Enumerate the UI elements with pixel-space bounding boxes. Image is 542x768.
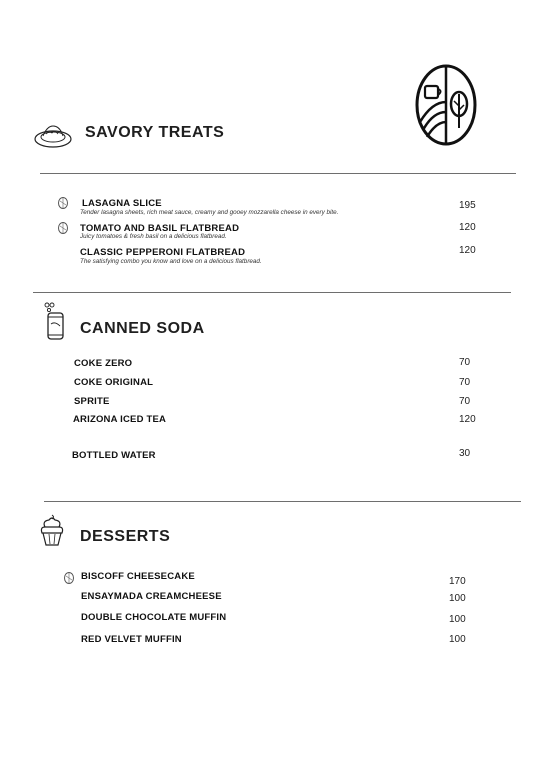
soda-can-icon	[43, 302, 67, 340]
menu-item-price: 30	[459, 448, 471, 459]
menu-item-name: LASAGNA SLICE	[82, 198, 162, 209]
menu-item-price: 100	[449, 634, 466, 645]
menu-item-price: 120	[459, 414, 476, 425]
savory-section-title: SAVORY TREATS	[85, 124, 225, 141]
savory-divider	[40, 173, 516, 174]
desserts-section-title: DESSERTS	[80, 528, 171, 545]
menu-item-name: RED VELVET MUFFIN	[81, 634, 182, 645]
menu-item-price: 120	[459, 222, 476, 233]
menu-item-price: 70	[459, 396, 471, 407]
menu-item-price: 100	[449, 614, 466, 625]
menu-item-name: ENSAYMADA CREAMCHEESE	[81, 591, 222, 602]
menu-item-price: 70	[459, 377, 471, 388]
menu-item-price: 70	[459, 357, 471, 368]
menu-item-description: Juicy tomatoes & fresh basil on a delicious flatbread.	[80, 233, 227, 240]
soda-top-divider	[33, 292, 511, 293]
soda-section-title: CANNED SODA	[80, 320, 205, 337]
plate-food-icon	[33, 122, 73, 150]
menu-item-name: COKE ORIGINAL	[74, 377, 154, 388]
pizza-slice-icon	[58, 222, 68, 234]
tree-cup-logo-icon	[415, 64, 477, 146]
menu-item-name: TOMATO AND BASIL FLATBREAD	[80, 223, 240, 234]
pizza-slice-icon	[64, 572, 74, 584]
menu-item-name: BISCOFF CHEESECAKE	[81, 571, 195, 582]
cupcake-icon	[39, 513, 65, 547]
pizza-slice-icon	[58, 197, 68, 209]
menu-item-description: The satisfying combo you know and love on a delicious flatbread.	[80, 258, 262, 265]
menu-item-name: COKE ZERO	[74, 358, 133, 369]
menu-item-description: Tender lasagna sheets, rich meat sauce, creamy and gooey mozzarella cheese in every bite.	[80, 209, 339, 216]
desserts-top-divider	[44, 501, 521, 502]
menu-item-price: 195	[459, 200, 476, 211]
menu-item-name: SPRITE	[74, 396, 110, 407]
menu-item-name: CLASSIC PEPPERONI FLATBREAD	[80, 247, 246, 258]
menu-item-price: 120	[459, 245, 476, 256]
menu-item-price: 100	[449, 593, 466, 604]
menu-item-name: BOTTLED WATER	[72, 450, 156, 461]
menu-item-name: DOUBLE CHOCOLATE MUFFIN	[81, 612, 227, 623]
menu-item-price: 170	[449, 576, 466, 587]
menu-item-name: ARIZONA ICED TEA	[73, 414, 167, 425]
